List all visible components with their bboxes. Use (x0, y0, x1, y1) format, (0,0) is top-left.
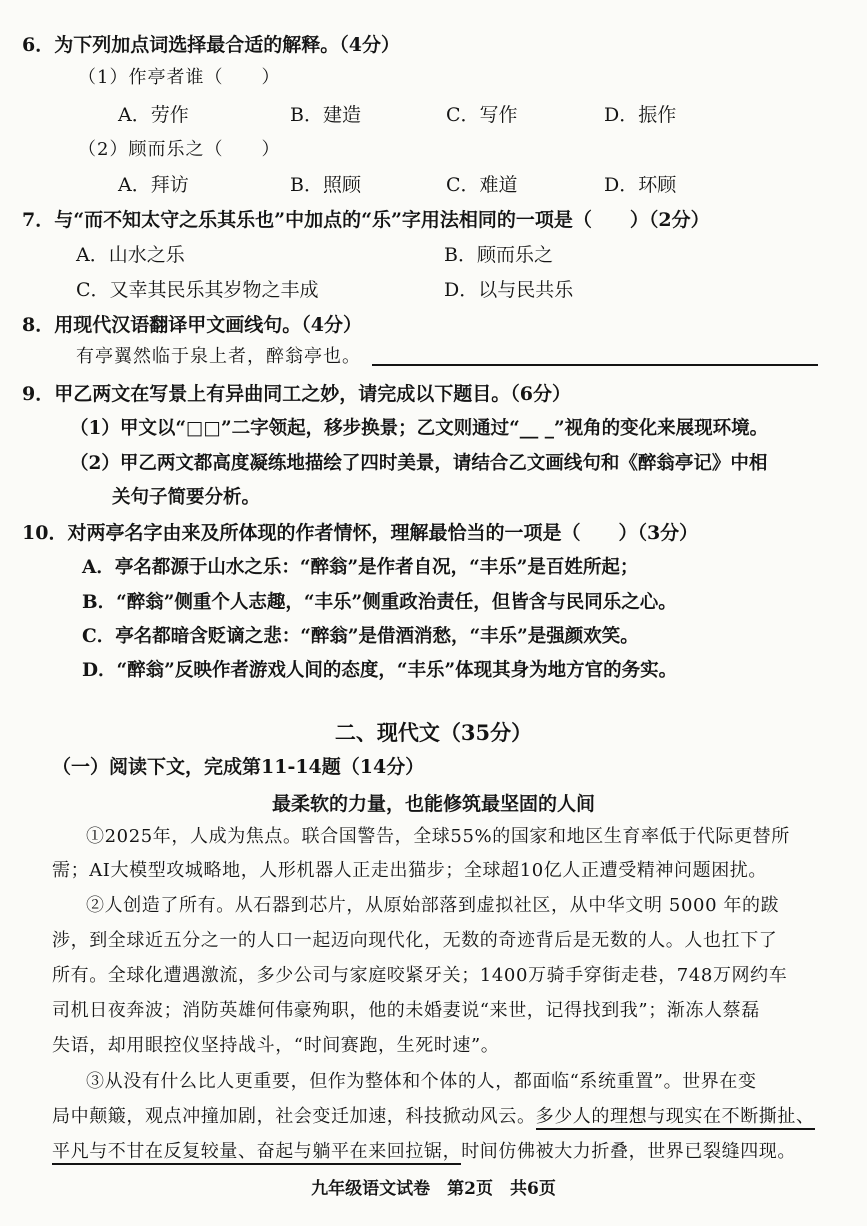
para2-line5: 失语，却用眼控仪坚持战斗，“时间赛跑，生死时速”。 (52, 1035, 500, 1056)
q6-sub2-option-b: B．照顾 (290, 174, 361, 196)
para3-line3 (52, 1139, 796, 1165)
page-footer: 九年级语文试卷 第2页 共6页 (311, 1179, 556, 1199)
para3-line2-plain: 局中颠簸，观点冲撞加剧，社会变迁加速，科技掀动风云。 (52, 1106, 536, 1127)
q10-option-c: C．亭名都暗含贬谪之悲：“醉翁”是借酒消愁，“丰乐”是强颜欢笑。 (82, 626, 639, 647)
para3-underlined-sentence-part2: 平凡与不甘在反复较量、奋起与躺平在来回拉锯， (52, 1141, 461, 1165)
para2-line2: 涉，到全球近五分之一的人口一起迈向现代化，无数的奇迹背后是无数的人。人也扛下了 (52, 930, 778, 951)
para3-underlined-sentence-part1: 多少人的理想与现实在不断撕扯、 (536, 1106, 815, 1130)
para2-line3: 所有。全球化遭遇激流，多少公司与家庭咬紧牙关；1400万骑手穿街走巷，748万网约车 (52, 965, 788, 986)
q7-stem: 7．与“而不知太守之乐其乐也”中加点的“乐”字用法相同的一项是（ ）（2分） (22, 209, 710, 231)
q6-sub2-option-a: A．拜访 (118, 174, 189, 196)
q6-sub2-option-c: C．难道 (446, 174, 518, 196)
q8-answer-blank[interactable] (372, 364, 818, 366)
para3-line3-plain: 时间仿佛被大力折叠，世界已裂缝四现。 (461, 1141, 797, 1162)
q9-part2-line2: 关句子简要分析。 (112, 487, 261, 508)
q10-option-a: A．亭名都源于山水之乐：“醉翁”是作者自况，“丰乐”是百姓所起； (82, 557, 639, 578)
para2-line4: 司机日夜奔波；消防英雄何伟豪殉职，他的未婚妻说“来世，记得找到我”；渐冻人蔡磊 (52, 1000, 760, 1021)
q9-stem: 9．甲乙两文在写景上有异曲同工之妙，请完成以下题目。（6分） (22, 383, 571, 405)
q6-sub1-label: （1）作亭者谁（ ） (78, 67, 281, 88)
para1-line1: ①2025年，人成为焦点。联合国警告，全球55%的国家和地区生育率低于代际更替所 (86, 826, 790, 847)
q9-part1: （1）甲文以“□□”二字领起，移步换景；乙文则通过“__ _”视角的变化来展现环境。 (70, 418, 769, 439)
para2-line1: ②人创造了所有。从石器到芯片，从原始部落到虚拟社区，从中华文明 5000 年的跋 (86, 895, 780, 916)
para3-line1: ③从没有什么比人更重要，但作为整体和个体的人，都面临“系统重置”。世界在变 (86, 1071, 757, 1092)
para3-line2 (52, 1104, 815, 1130)
q10-option-b: B．“醉翁”侧重个人志趣，“丰乐”侧重政治责任，但皆含与民同乐之心。 (82, 592, 677, 613)
q10-stem: 10．对两亭名字由来及所体现的作者情怀，理解最恰当的一项是（ ）（3分） (22, 522, 699, 544)
q6-sub1-option-c: C．写作 (446, 104, 518, 126)
q9-part2-line1: （2）甲乙两文都高度凝练地描绘了四时美景，请结合乙文画线句和《醉翁亭记》中相 (70, 453, 768, 474)
article-title: 最柔软的力量，也能修筑最坚固的人间 (271, 793, 595, 815)
q8-sentence: 有亭翼然临于泉上者，醉翁亭也。 (76, 346, 361, 367)
q6-sub1-option-d: D．振作 (604, 104, 677, 126)
section-title: 二、现代文（35分） (334, 720, 533, 745)
q7-option-c: C．又幸其民乐其岁物之丰成 (76, 279, 319, 301)
q7-option-d: D．以与民共乐 (444, 279, 574, 301)
q6-sub1-option-b: B．建造 (290, 104, 361, 126)
para1-line2: 需；AI大模型攻城略地，人形机器人正走出猫步；全球超10亿人正遭受精神问题困扰。 (52, 860, 768, 881)
q8-stem: 8．用现代汉语翻译甲文画线句。（4分） (22, 314, 362, 336)
q10-option-d: D．“醉翁”反映作者游戏人间的态度，“丰乐”体现其身为地方官的务实。 (82, 660, 678, 681)
q6-sub2-option-d: D．环顾 (604, 174, 677, 196)
q6-sub1-option-a: A．劳作 (118, 104, 189, 126)
q7-option-b: B．顾而乐之 (444, 244, 553, 266)
q6-stem: 6．为下列加点词选择最合适的解释。（4分） (22, 34, 400, 56)
q7-option-a: A．山水之乐 (76, 244, 185, 266)
part1-heading: （一）阅读下文，完成第11-14题（14分） (52, 756, 425, 778)
q6-sub2-label: （2）顾而乐之（ ） (78, 139, 281, 160)
